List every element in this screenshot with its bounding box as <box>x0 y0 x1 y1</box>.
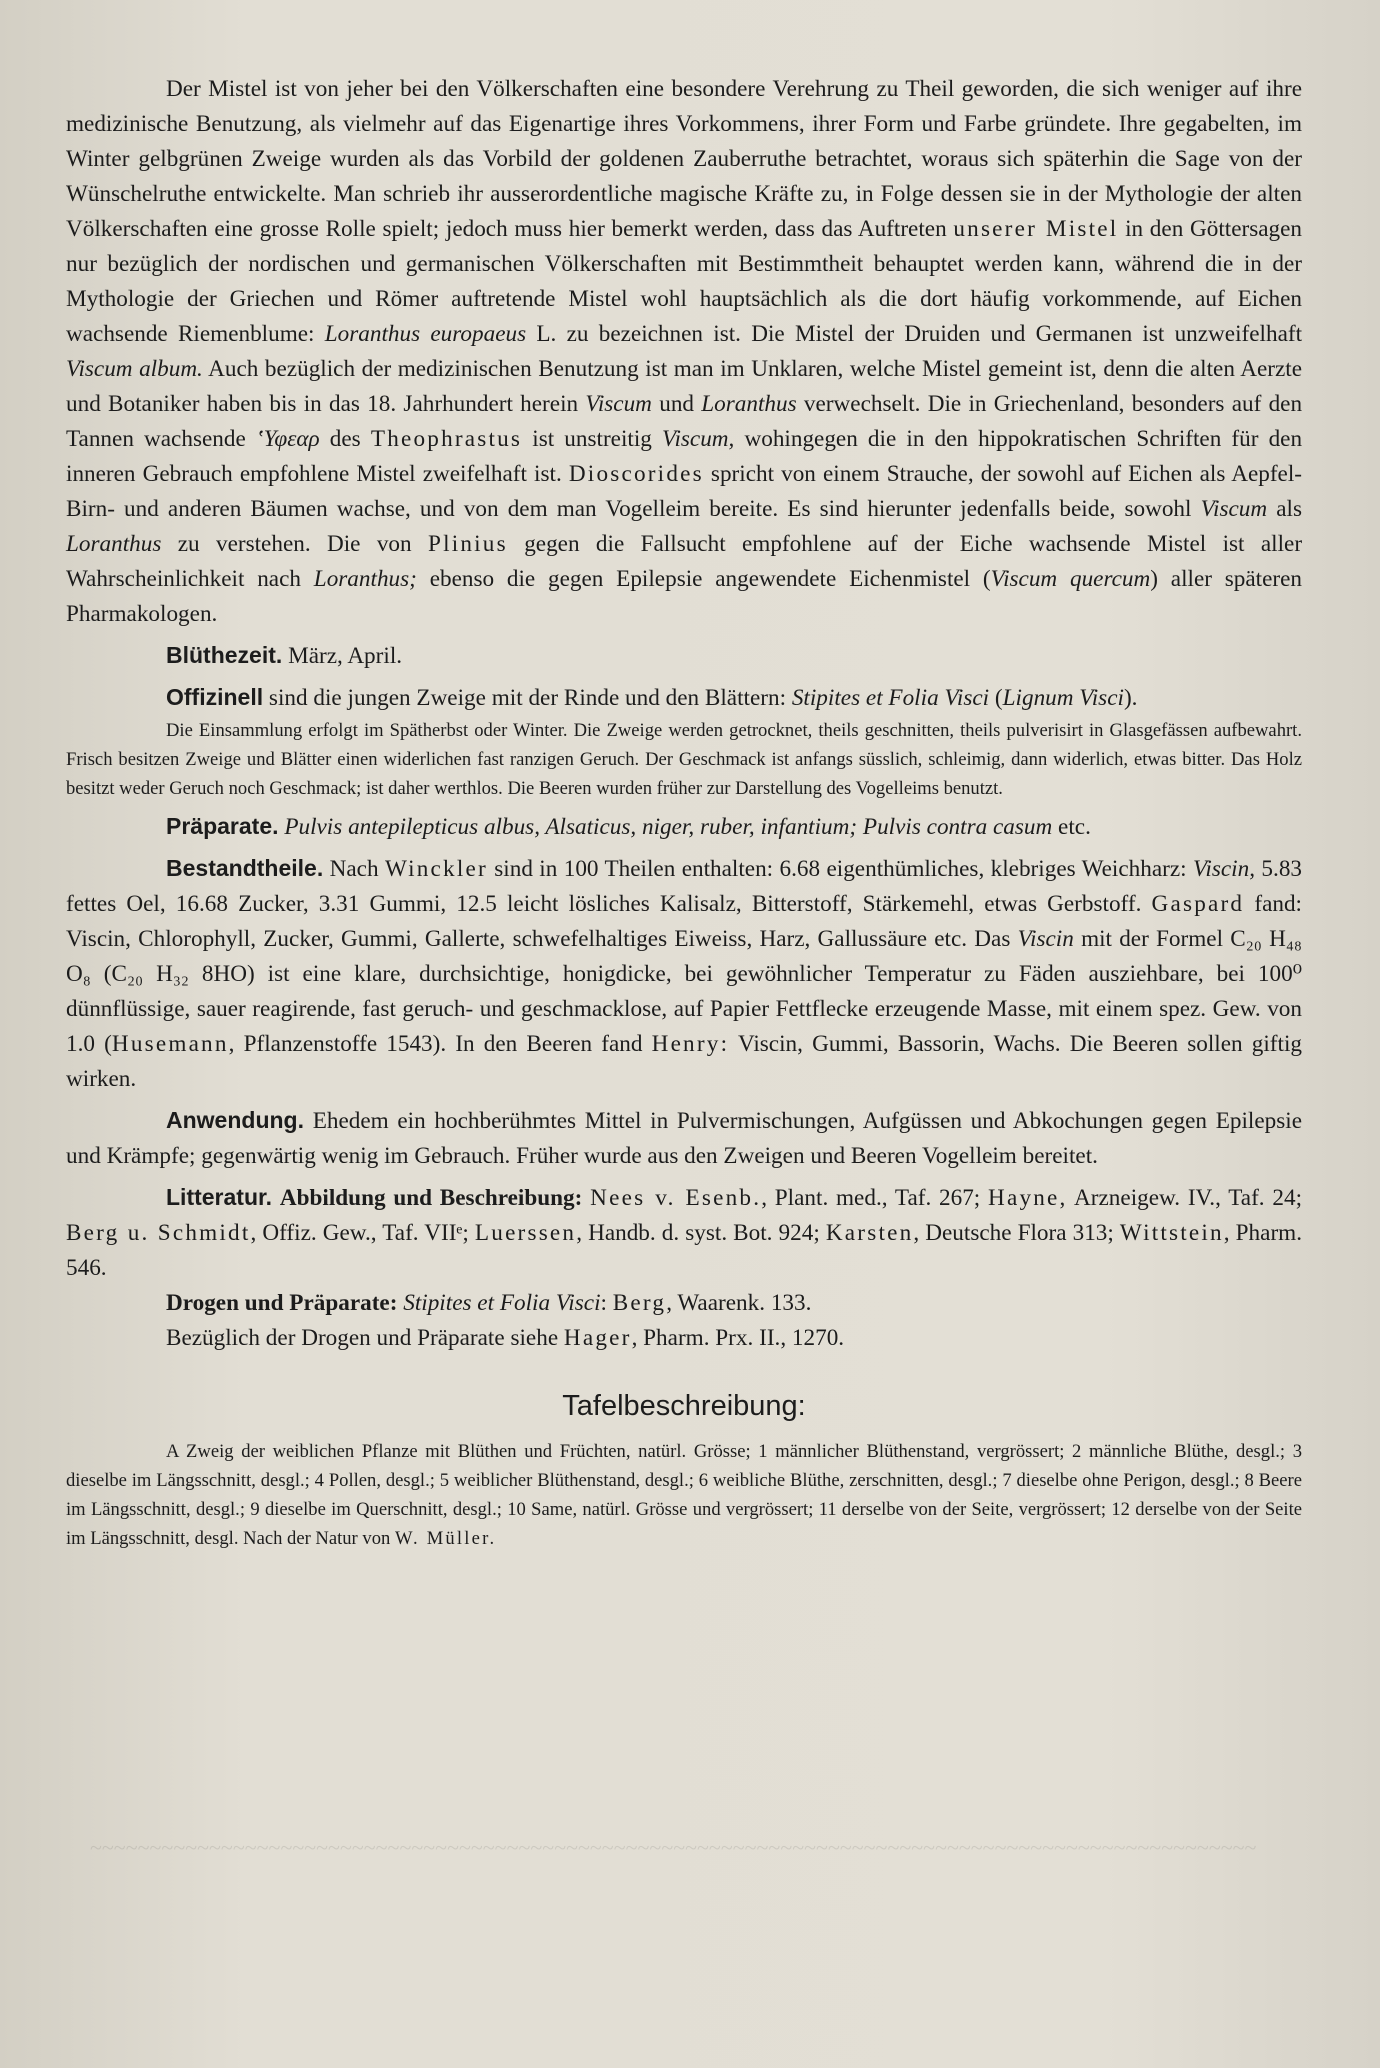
taxon-name: Loranthus europaeus <box>324 321 527 347</box>
drug-name: Stipites et Folia Visci <box>403 1290 601 1316</box>
author-name: Hayne, <box>988 1185 1068 1211</box>
taxon-name: Viscum album. <box>66 356 203 382</box>
author-name: Karsten <box>825 1220 914 1246</box>
author-name: Winckler <box>384 856 488 882</box>
author-name: Hager <box>563 1325 632 1351</box>
taxon-name: Viscum, <box>662 426 735 452</box>
drug-name: Lignum Visci <box>1002 685 1124 711</box>
author-name: W. Müller. <box>394 1528 497 1549</box>
drogen-line: Drogen und Präparate: Stipites et Folia Visci: Berg, Waarenk. 133. <box>166 1290 812 1316</box>
tafel-description: A Zweig der weiblichen Pflanze mit Blüthen und Früchten, natürl. Grösse; 1 männlicher Blüthenstand, vergrössert; 2 männliche Blüthe, desgl.; 3 dieselbe im Längsschnitt, desgl.; 4 Pollen, desgl.; 5 weiblicher Blüthenstand, desgl.; 6 weibliche Blüthe, zerschnitten, desgl.; 7 dieselbe ohne Perigon, desgl.; 8 Beere im Längsschnitt, desgl.; 9 dieselbe im Querschnitt, desgl.; 10 Same, natürl. Grösse und vergrössert; 11 derselbe von der Seite, vergrössert; 12 derselbe von der Seite im Längsschnitt, desgl. Nach der Natur von W. Müller. <box>66 1441 1302 1549</box>
preparation-names: Pulvis antepilepticus albus, Alsaticus, niger, ruber, infantium; Pulvis contra casum <box>284 814 1053 840</box>
author-name: Berg <box>612 1290 667 1316</box>
bluethezeit-section: Blüthezeit. März, April. <box>166 642 403 669</box>
intro-paragraph: Der Mistel ist von jeher bei den Völkerschaften eine besondere Verehrung zu Theil geworden, die sich weniger auf ihre medizinische Benutzung, als vielmehr auf das Eigenartige ihres Vorkommens, ihrer Form und Farbe gründete. Ihre gegabelten, im Winter gelbgrünen Zweige wurden als das Vorbild der goldenen Zauberruthe betrachtet, woraus sich späterhin die Sage von der Wünschelruthe entwickelte. Man schrieb ihr ausserordentliche magische Kräfte zu, in Folge dessen sie in der Mythologie der alten Völkerschaften eine grosse Rolle spielt; jedoch muss hier bemerkt werden, dass das Auftreten unserer Mistel in den Göttersagen nur bezüglich der nordischen und germanischen Völkerschaften mit Bestimmtheit behauptet werden kann, während die in der Mythologie der Griechen und Römer auftretende Mistel wohl hauptsächlich als die dort häufig vorkommende, auf Eichen wachsende Riemenblume: Loranthus europaeus L. zu bezeichnen ist. Die Mistel der Druiden und Germanen ist unzweifelhaft Viscum album. Auch bezüglich der medizinischen Benutzung ist man im Unklaren, welche Mistel gemeint ist, denn die alten Aerzte und Botaniker haben bis in das 18. Jahrhundert herein Viscum und Loranthus verwechselt. Die in Griechenland, besonders auf den Tannen wachsende ʽΥφεαρ des Theophrastus ist unstreitig Viscum, wohingegen die in den hippokratischen Schriften für den inneren Gebrauch empfohlene Mistel zweifelhaft ist. Dioscorides spricht von einem Strauche, der sowohl auf Eichen als Aepfel- Birn- und anderen Bäumen wachse, und von dem man Vogelleim bereite. Es sind hierunter jedenfalls beide, sowohl Viscum als Loranthus zu verstehen. Die von Plinius gegen die Fallsucht empfohlene auf der Eiche wachsende Mistel ist aller Wahrscheinlichkeit nach Loranthus; ebenso die gegen Epilepsie angewendete Eichenmistel (Viscum quercum) aller späteren Pharmakologen. <box>66 76 1303 627</box>
subsection-heading: Abbildung und Beschreibung: <box>279 1185 583 1211</box>
author-name: Theophrastus <box>370 426 523 452</box>
section-heading: Litteratur. <box>166 1184 273 1210</box>
show-through-texture: ~~~~~~~~~~~~~~~~~~~~~~~~~~~~~~~~~~~~~~~~~~~~~~~~~~~~~~~~~~~~~~~~~~~~~~~~~~~~~~~~~~~~~~~~~~~~~~~~~~ <box>90 1835 1257 1860</box>
section-heading: Präparate. <box>166 813 279 839</box>
taxon-name: Loranthus <box>66 531 162 557</box>
taxon-name: Viscum quercum <box>990 566 1151 592</box>
offizinell-section: Offizinell sind die jungen Zweige mit der Rinde und den Blättern: Stipites et Folia Visci (Lignum Visci). <box>166 684 1138 711</box>
spaced-term: unserer Mistel <box>953 216 1119 242</box>
litteratur-section: Litteratur. Abbildung und Beschreibung: Nees v. Esenb., Plant. med., Taf. 267; Hayne, Arzneigew. IV., Taf. 24; Berg u. Schmidt, Offiz. Gew., Taf. VIIᵉ; Luerssen, Handb. d. syst. Bot. 924; Karsten, Deutsche Flora 313; Wittstein, Pharm. 546. <box>66 1184 1303 1281</box>
offizinell-note: Die Einsammlung erfolgt im Spätherbst oder Winter. Die Zweige werden getrocknet, theils geschnitten, theils pulverisirt in Glasgefässen aufbewahrt. Frisch besitzen Zweige und Blätter einen widerlichen fast ranzigen Geruch. Der Geschmack ist anfangs süsslich, schleimig, dann widerlich, etwas bitter. Das Holz besitzt weder Geruch noch Geschmack; ist daher werthlos. Die Beeren wurden früher zur Darstellung des Vogelleims benutzt. <box>66 720 1302 799</box>
section-heading: Blüthezeit. <box>166 642 283 668</box>
taxon-name: Viscum <box>1200 496 1268 522</box>
author-name: Berg u. Schmidt <box>66 1220 251 1246</box>
author-name: Husemann <box>111 1031 229 1057</box>
tafel-title: Tafelbeschreibung: <box>562 1390 806 1422</box>
author-name: Wittstein <box>1119 1220 1224 1246</box>
taxon-name: Viscum <box>585 391 652 417</box>
greek-term: ʽΥφεαρ <box>255 426 320 452</box>
author-name: Nees v. Esenb. <box>590 1185 762 1211</box>
author-name: Plinius <box>427 531 508 557</box>
anwendung-section: Anwendung. Ehedem ein hochberühmtes Mittel in Pulvermischungen, Aufgüssen und Abkochungen gegen Epilepsie und Krämpfe; gegenwärtig wenig im Gebrauch. Früher wurde aus den Zweigen und Beeren Vogelleim bereitet. <box>66 1107 1302 1169</box>
author-name: Henry: <box>651 1031 730 1057</box>
section-heading: Offizinell <box>166 684 264 710</box>
author-name: Luerssen <box>474 1220 577 1246</box>
hager-line: Bezüglich der Drogen und Präparate siehe Hager, Pharm. Prx. II., 1270. <box>166 1325 845 1351</box>
taxon-name: Loranthus; <box>313 566 417 592</box>
author-name: Dioscorides <box>568 461 704 487</box>
substance-name: Viscin, <box>1192 856 1256 882</box>
subsection-heading: Drogen und Präparate: <box>166 1290 398 1316</box>
praeparate-section: Präparate. Pulvis antepilepticus albus, Alsaticus, niger, ruber, infantium; Pulvis contra casum etc. <box>166 813 1091 840</box>
author-name: Gaspard <box>1151 891 1245 917</box>
drug-name: Stipites et Folia Visci <box>791 685 990 711</box>
bestandtheile-section: Bestandtheile. Nach Winckler sind in 100 Theilen enthalten: 6.68 eigenthümliches, klebriges Weichharz: Viscin, 5.83 fettes Oel, 16.68 Zucker, 3.31 Gummi, 12.5 leicht lösliches Kalisalz, Bitterstoff, Stärkemehl, etwas Gerbstoff. Gaspard fand: Viscin, Chlorophyll, Zucker, Gummi, Gallerte, schwefelhaltiges Eiweiss, Harz, Gallussäure etc. Das Viscin mit der Formel C₂₀ H₄₈ O₈ (C₂₀ H₃₂ 8HO) ist eine klare, durchsichtige, honigdicke, bei gewöhnlicher Temperatur zu Fäden ausziehbare, bei 100⁰ dünnflüssige, sauer reagirende, fast geruch- und geschmacklose, auf Papier Fettflecke erzeugende Masse, mit einem spez. Gew. von 1.0 (Husemann, Pflanzenstoffe 1543). In den Beeren fand Henry: Viscin, Gummi, Bassorin, Wachs. Die Beeren sollen giftig wirken. <box>66 855 1303 1092</box>
taxon-name: Loranthus <box>701 391 797 417</box>
section-heading: Anwendung. <box>166 1107 304 1133</box>
substance-name: Viscin <box>1017 926 1074 952</box>
section-heading: Bestandtheile. <box>166 855 324 881</box>
